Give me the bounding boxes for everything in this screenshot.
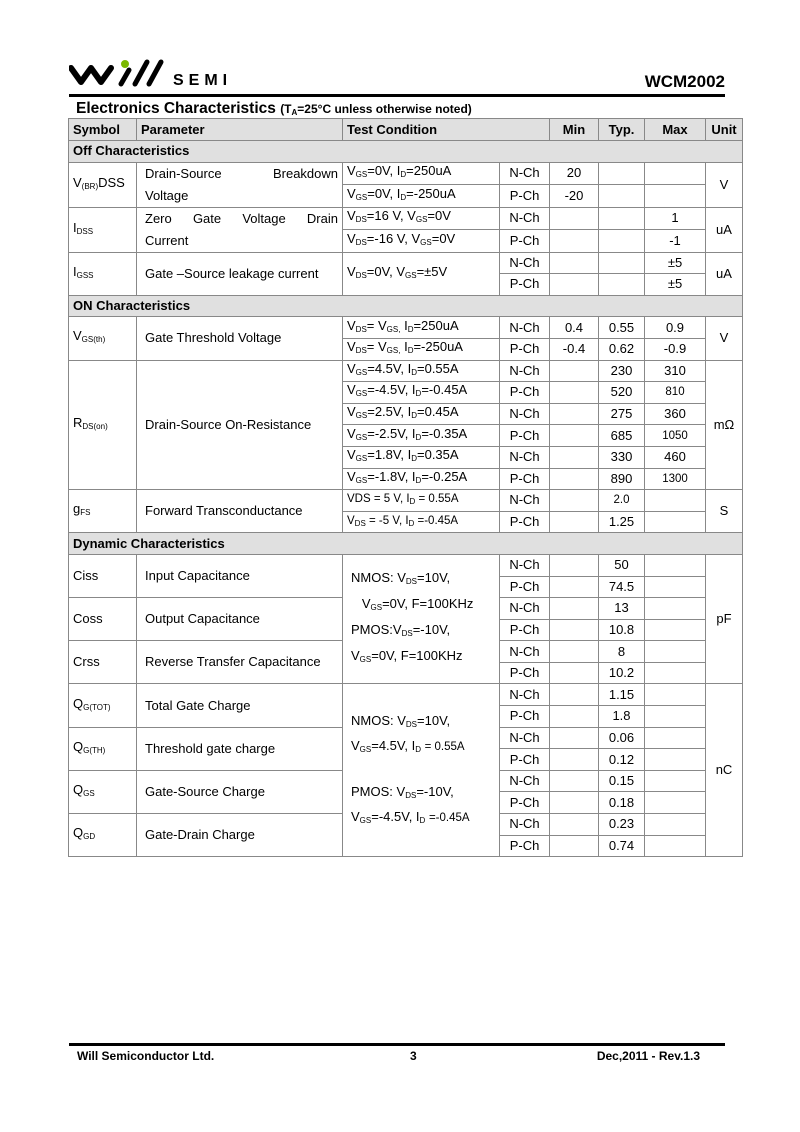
cond-cell: $V_{DS}= V_{GS,}$ $I_D=250uA$: [343, 317, 500, 339]
cond-cell: $V_{GS}=-1.8V$, $I_D=-0.25A$: [343, 468, 500, 490]
typ-value: 0.55: [599, 317, 645, 339]
channel-n: N-Ch: [500, 727, 550, 749]
typ-value: 0.23: [599, 814, 645, 836]
section-condition: ($T_A=25^\circ C$ unless otherwise noted): [280, 102, 472, 117]
cond-cell: $V_{GS}=-2.5V$, $I_D=-0.35A$: [343, 425, 500, 447]
min-value: -20: [550, 185, 599, 208]
max-value: 360: [645, 403, 706, 425]
max-value: 810: [645, 382, 706, 404]
symbol-qgs: $Q_{GS}$: [69, 770, 137, 813]
header-rule: [69, 94, 725, 97]
brand-text: SEMI: [173, 72, 233, 89]
channel-n: N-Ch: [500, 162, 550, 185]
typ-value: 2.0: [599, 490, 645, 512]
footer-page-number: 3: [410, 1049, 417, 1063]
cond-charge: NMOS: $V_{DS}=10V$, $V_{GS}=4.5V$, $I_D = 0.55A$ PMOS: $V_{DS}=-10V$, $V_{GS}=-4.5V$, $I_D =-0.45A$: [343, 684, 500, 857]
max-value: 0.9: [645, 317, 706, 339]
unit-value: pF: [706, 554, 743, 684]
channel-p: P-Ch: [500, 576, 550, 598]
typ-value: 50: [599, 554, 645, 576]
symbol-crss: Crss: [69, 641, 137, 684]
typ-value: 10.8: [599, 619, 645, 641]
channel-n: N-Ch: [500, 490, 550, 512]
channel-p: P-Ch: [500, 619, 550, 641]
section-title-text: Electronics Characteristics: [76, 100, 276, 117]
col-min: Min: [550, 119, 599, 141]
cond-cell: $V_{DS}=-16$ V, $V_{GS}=0V$: [343, 230, 500, 253]
max-value: 1300: [645, 468, 706, 490]
col-symbol: Symbol: [69, 119, 137, 141]
cond-cell: $V_{GS}=0V$, $I_D=-250uA$: [343, 185, 500, 208]
channel-n: N-Ch: [500, 814, 550, 836]
max-value: ±5: [645, 252, 706, 274]
cond-cell: $V_{DS} = -5$ V, $I_D =-0.45A$: [343, 511, 500, 533]
max-value: ±5: [645, 274, 706, 296]
param-qgd: Gate-Drain Charge: [137, 814, 343, 857]
symbol-igss: $I_{GSS}$: [69, 252, 137, 295]
channel-n: N-Ch: [500, 446, 550, 468]
section-title: [76, 100, 472, 118]
col-unit: Unit: [706, 119, 743, 141]
channel-p: P-Ch: [500, 338, 550, 360]
channel-n: N-Ch: [500, 641, 550, 663]
typ-value: 13: [599, 598, 645, 620]
unit-value: nC: [706, 684, 743, 857]
typ-value: 685: [599, 425, 645, 447]
symbol-qgtot: $Q_{G(TOT)}$: [69, 684, 137, 727]
channel-p: P-Ch: [500, 706, 550, 728]
cond-cell: VDS = 5 V, $I_D = 0.55A$: [343, 490, 500, 512]
unit-value: S: [706, 490, 743, 533]
col-test-condition: Test Condition: [343, 119, 550, 141]
footer-date-revision: Dec,2011 - Rev.1.3: [596, 1049, 700, 1063]
channel-n: N-Ch: [500, 770, 550, 792]
min-value: 20: [550, 162, 599, 185]
symbol-coss: Coss: [69, 598, 137, 641]
symbol-bvdss: $V_{(BR)}DSS$: [69, 162, 137, 207]
typ-value: 520: [599, 382, 645, 404]
channel-n: N-Ch: [500, 317, 550, 339]
channel-n: N-Ch: [500, 598, 550, 620]
max-value: 1050: [645, 425, 706, 447]
channel-n: N-Ch: [500, 684, 550, 706]
cond-cell: $V_{GS}=4.5V$, $I_D=0.55A$: [343, 360, 500, 382]
param-rdson: Drain-Source On-Resistance: [137, 360, 343, 490]
cond-capacitance: NMOS: $V_{DS}=10V$, $V_{GS}=0V$, F=100KHz $PMOS:V_{DS}=-10V$, $V_{GS}=0V$, F=100KHz: [343, 554, 500, 684]
symbol-vgsth: $V_{GS(th)}$: [69, 317, 137, 360]
channel-n: N-Ch: [500, 207, 550, 230]
param-vgsth: Gate Threshold Voltage: [137, 317, 343, 360]
cond-cell: $V_{DS}=16$ V, $V_{GS}=0V$: [343, 207, 500, 230]
table-row: [69, 554, 743, 576]
typ-value: 0.06: [599, 727, 645, 749]
channel-p: P-Ch: [500, 835, 550, 857]
min-value: 0.4: [550, 317, 599, 339]
channel-p: P-Ch: [500, 425, 550, 447]
col-typ: Typ.: [599, 119, 645, 141]
cond-cell: $V_{GS}=2.5V$, $I_D=0.45A$: [343, 403, 500, 425]
unit-value: uA: [706, 252, 743, 295]
cond-cell: $V_{GS}=0V$, $I_D=250uA$: [343, 162, 500, 185]
max-value: 310: [645, 360, 706, 382]
unit-value: V: [706, 317, 743, 360]
typ-value: 0.62: [599, 338, 645, 360]
channel-p: P-Ch: [500, 468, 550, 490]
will-logo-icon: [69, 58, 169, 88]
max-value: -1: [645, 230, 706, 253]
table-row: [69, 684, 743, 706]
header-row: [69, 119, 743, 141]
channel-n: N-Ch: [500, 360, 550, 382]
typ-value: 330: [599, 446, 645, 468]
channel-n: N-Ch: [500, 403, 550, 425]
symbol-qgd: $Q_{GD}$: [69, 814, 137, 857]
typ-value: 1.15: [599, 684, 645, 706]
param-coss: Output Capacitance: [137, 598, 343, 641]
typ-value: 0.15: [599, 770, 645, 792]
table-row: [69, 490, 743, 512]
channel-p: P-Ch: [500, 792, 550, 814]
param-gfs: Forward Transconductance: [137, 490, 343, 533]
channel-p: P-Ch: [500, 511, 550, 533]
symbol-ciss: Ciss: [69, 554, 137, 597]
max-value: 460: [645, 446, 706, 468]
group-dynamic: Dynamic Characteristics: [69, 533, 743, 555]
max-value: -0.9: [645, 338, 706, 360]
param-qgth: Threshold gate charge: [137, 727, 343, 770]
channel-n: N-Ch: [500, 554, 550, 576]
param-qgtot: Total Gate Charge: [137, 684, 343, 727]
min-value: -0.4: [550, 338, 599, 360]
unit-value: mΩ: [706, 360, 743, 490]
typ-value: 0.18: [599, 792, 645, 814]
channel-p: P-Ch: [500, 230, 550, 253]
param-idss: Zero Gate Voltage Drain Current: [137, 207, 343, 252]
param-igss: Gate –Source leakage current: [137, 252, 343, 295]
part-number: WCM2002: [644, 72, 725, 91]
channel-n: N-Ch: [500, 252, 550, 274]
table-row: [69, 162, 743, 185]
param-ciss: Input Capacitance: [137, 554, 343, 597]
typ-value: 10.2: [599, 662, 645, 684]
cond-cell: $V_{GS}=-4.5V$, $I_D=-0.45A$: [343, 382, 500, 404]
channel-p: P-Ch: [500, 749, 550, 771]
typ-value: 1.8: [599, 706, 645, 728]
footer-rule: [69, 1043, 725, 1046]
cond-cell: $V_{GS}=1.8V$, $I_D=0.35A$: [343, 446, 500, 468]
table-row: [69, 252, 743, 274]
table-row: [69, 317, 743, 339]
typ-value: 1.25: [599, 511, 645, 533]
group-off: Off Characteristics: [69, 141, 743, 163]
symbol-rdson: $R_{DS(on)}$: [69, 360, 137, 490]
param-qgs: Gate-Source Charge: [137, 770, 343, 813]
symbol-gfs: $g_{FS}$: [69, 490, 137, 533]
param-bvdss: Drain-Source Breakdown Voltage: [137, 162, 343, 207]
channel-p: P-Ch: [500, 185, 550, 208]
typ-value: 275: [599, 403, 645, 425]
symbol-idss: $I_{DSS}$: [69, 207, 137, 252]
typ-value: 0.74: [599, 835, 645, 857]
max-value: 1: [645, 207, 706, 230]
characteristics-table: [68, 118, 743, 857]
cond-cell: $V_{DS}=0V$, $V_{GS}=\pm 5V$: [343, 252, 500, 295]
typ-value: 890: [599, 468, 645, 490]
unit-value: V: [706, 162, 743, 207]
channel-p: P-Ch: [500, 274, 550, 296]
col-parameter: Parameter: [137, 119, 343, 141]
typ-value: 230: [599, 360, 645, 382]
typ-value: 74.5: [599, 576, 645, 598]
channel-p: P-Ch: [500, 662, 550, 684]
table-row: [69, 207, 743, 230]
unit-value: uA: [706, 207, 743, 252]
table-row: [69, 360, 743, 382]
param-crss: Reverse Transfer Capacitance: [137, 641, 343, 684]
footer-company: Will Semiconductor Ltd.: [77, 1049, 215, 1063]
col-max: Max: [645, 119, 706, 141]
company-logo: [69, 58, 269, 88]
channel-p: P-Ch: [500, 382, 550, 404]
symbol-qgth: $Q_{G(TH)}$: [69, 727, 137, 770]
cond-cell: $V_{DS}= V_{GS,}$ $I_D=-250uA$: [343, 338, 500, 360]
group-on: ON Characteristics: [69, 295, 743, 317]
typ-value: 8: [599, 641, 645, 663]
typ-value: 0.12: [599, 749, 645, 771]
